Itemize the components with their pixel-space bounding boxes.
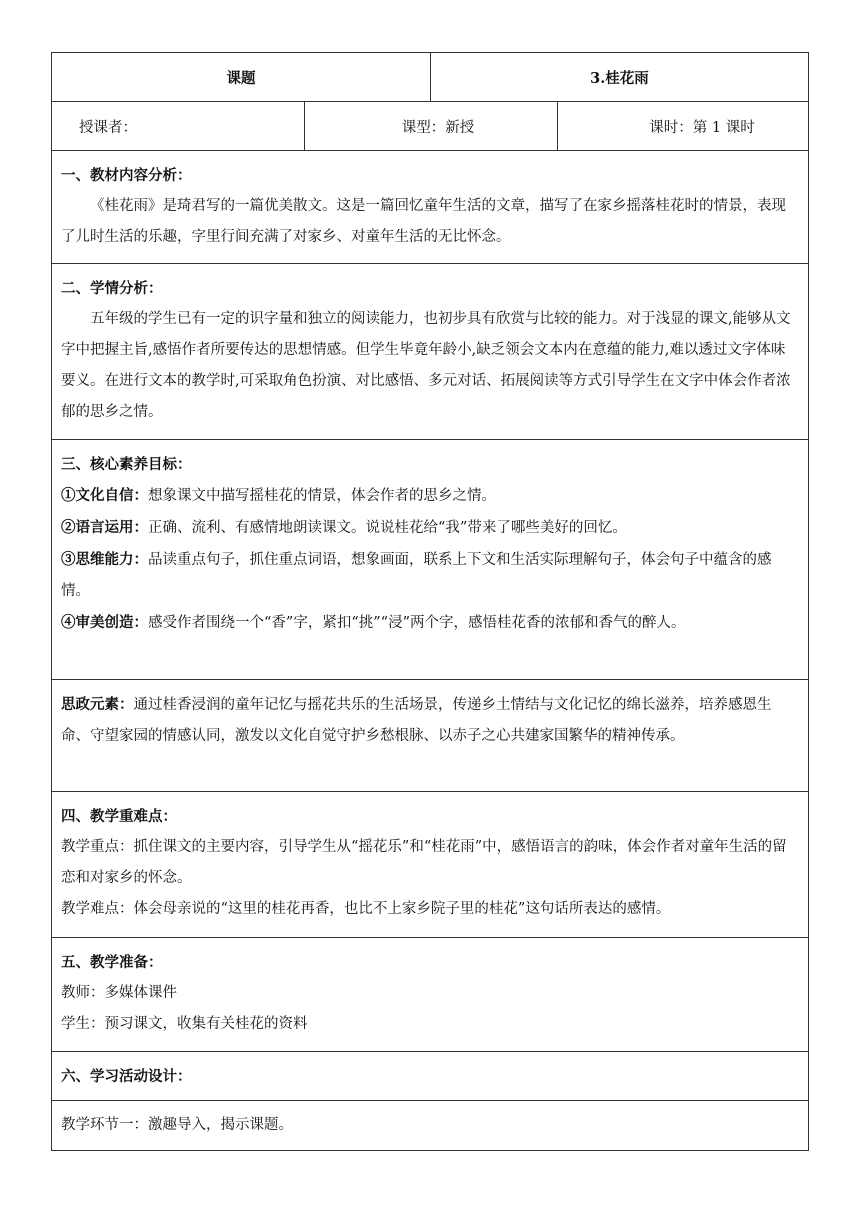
section-material-analysis bbox=[52, 151, 808, 264]
key-point: 教学重点：抓住课文的主要内容，引导学生从“摇花乐”和“桂花雨”中，感悟语言的韵味，体会作者对童年生活的留恋和对家乡的怀念。 bbox=[61, 839, 787, 886]
section-activity-design bbox=[52, 1052, 808, 1101]
goal-label: ②语言运用： bbox=[61, 519, 148, 536]
section-title: 二、学情分析： bbox=[61, 280, 163, 297]
lesson-plan-table bbox=[51, 52, 809, 1151]
topic-label: 课题 bbox=[226, 69, 256, 87]
teacher-label: 授课者： bbox=[79, 119, 137, 136]
section-key-points bbox=[52, 792, 808, 938]
goal-label: ①文化自信： bbox=[61, 487, 148, 504]
section-student-analysis bbox=[52, 264, 808, 440]
goal-item bbox=[61, 607, 798, 639]
section-body: 五年级的学生已有一定的识字量和独立的阅读能力，也初步具有欣赏与比较的能力。对于浅显的课文,能够从文字中把握主旨,感悟作者所要传达的思想情感。但学生毕竟年龄小,缺乏领会文本内在意蕴的能力,难以透过文字体味要义。在进行文本的教学时,可采取角色扮演、对比感悟、多元对话、拓展阅读等方式引导学生在文字中体会作者浓郁的思乡之情。 bbox=[61, 311, 791, 420]
section-preparation bbox=[52, 938, 808, 1052]
difficulty-point: 教学难点：体会母亲说的“这里的桂花再香，也比不上家乡院子里的桂花”这句话所表达的感情。 bbox=[61, 901, 671, 917]
section-teaching-step bbox=[52, 1101, 808, 1150]
goal-label: ④审美创造： bbox=[61, 614, 148, 631]
section-core-goals bbox=[52, 440, 808, 680]
teacher-prep: 教师：多媒体课件 bbox=[61, 985, 177, 1001]
goal-label: ③思维能力： bbox=[61, 551, 148, 568]
goal-text: 正确、流利、有感情地朗读课文。说说桂花给“我”带来了哪些美好的回忆。 bbox=[148, 520, 627, 536]
section-title: 五、教学准备： bbox=[61, 954, 163, 971]
goal-text: 想象课文中描写摇桂花的情景，体会作者的思乡之情。 bbox=[148, 488, 496, 504]
goal-item bbox=[61, 544, 798, 607]
topic-value: 3.桂花雨 bbox=[430, 53, 808, 101]
section-title: 一、教材内容分析： bbox=[61, 167, 192, 184]
goal-item bbox=[61, 480, 798, 512]
lesson-period: 课时：第 1 课时 bbox=[557, 102, 808, 150]
info-row bbox=[52, 102, 808, 151]
section-title: 四、教学重难点： bbox=[61, 808, 177, 825]
section-body: 《桂花雨》是琦君写的一篇优美散文。这是一篇回忆童年生活的文章，描写了在家乡摇落桂花时的情景，表现了儿时生活的乐趣，字里行间充满了对家乡、对童年生活的无比怀念。 bbox=[61, 198, 786, 245]
section-ideology bbox=[52, 680, 808, 792]
lesson-type: 课型：新授 bbox=[304, 102, 557, 150]
section-title: 三、核心素养目标： bbox=[61, 456, 192, 473]
ideology-label: 思政元素： bbox=[61, 696, 134, 713]
student-prep: 学生：预习课文，收集有关桂花的资料 bbox=[61, 1016, 308, 1032]
goal-item bbox=[61, 512, 798, 544]
section-title: 六、学习活动设计： bbox=[61, 1068, 192, 1085]
ideology-text: 通过桂香浸润的童年记忆与摇花共乐的生活场景，传递乡土情结与文化记忆的绵长滋养，培养感恩生命、守望家园的情感认同，激发以文化自觉守护乡愁根脉、以赤子之心共建家国繁华的精神传承。 bbox=[61, 697, 772, 744]
goal-text: 品读重点句子，抓住重点词语，想象画面，联系上下文和生活实际理解句子，体会句子中蕴含的感情。 bbox=[61, 552, 772, 599]
topic-row bbox=[52, 53, 808, 102]
goal-text: 感受作者围绕一个“香”字，紧扣“挑”“浸”两个字，感悟桂花香的浓郁和香气的醉人。 bbox=[148, 615, 686, 631]
step-text: 教学环节一：激趣导入，揭示课题。 bbox=[61, 1117, 293, 1133]
